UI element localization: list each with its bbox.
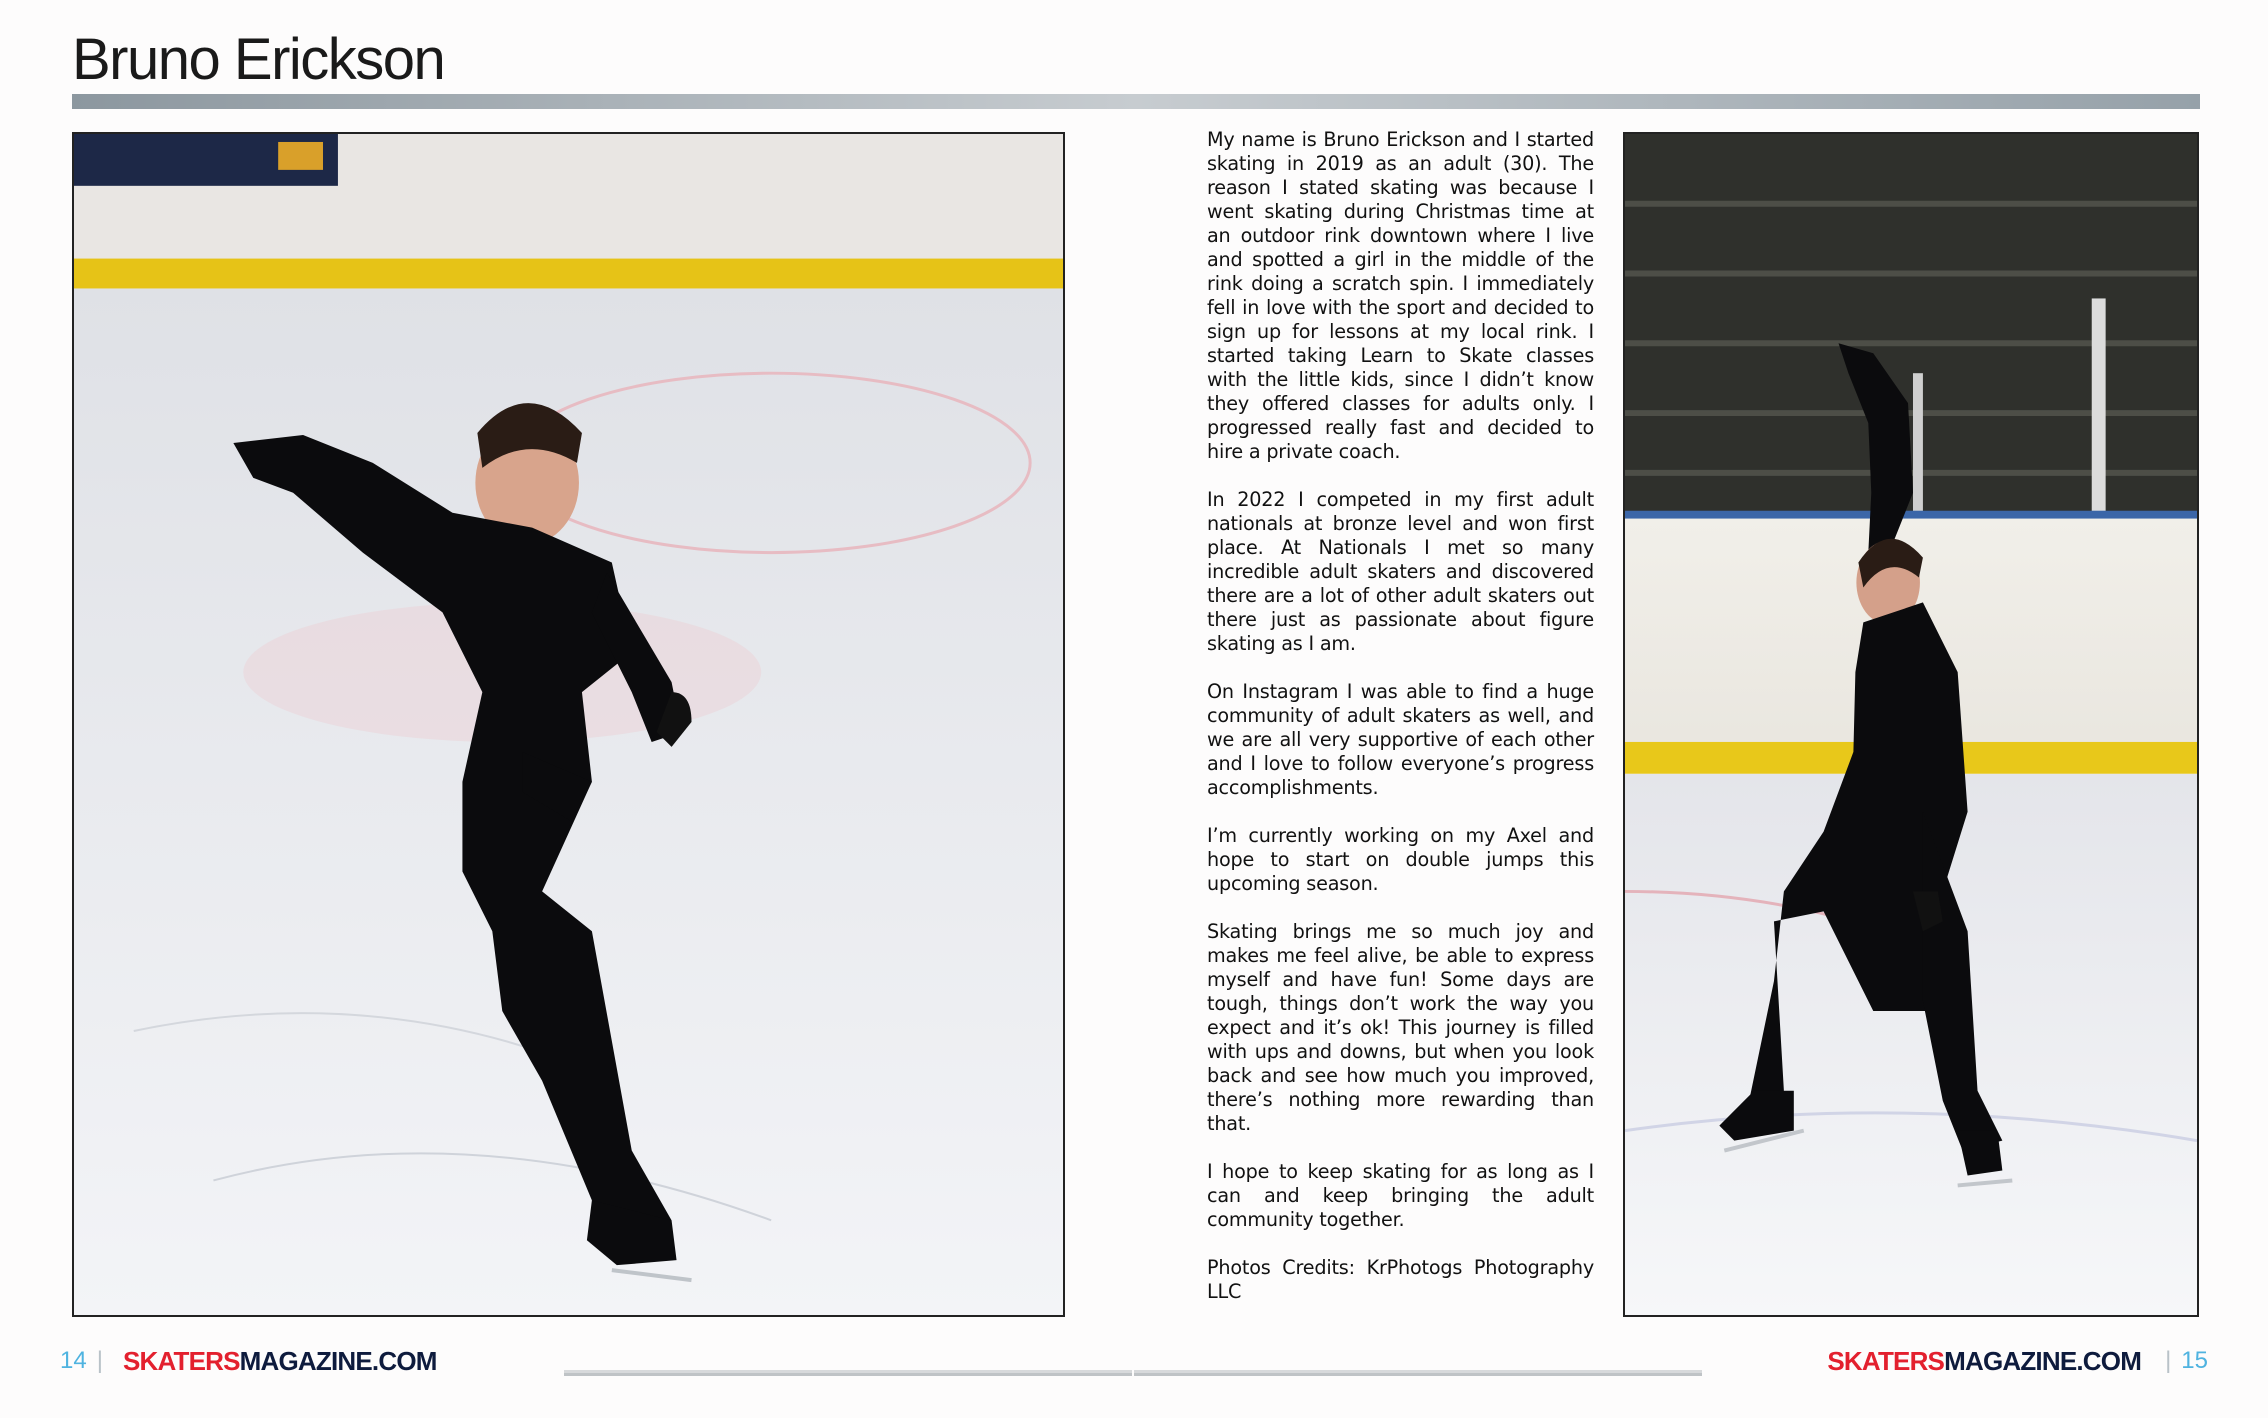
article-body [1207, 128, 1594, 1328]
page-title: Bruno Erickson [72, 27, 445, 92]
brand-word-skaters: SKATERS [122, 1345, 240, 1376]
article-paragraph: Skating brings me so much joy and makes me feel alive, be able to express myself and have fun! Some days are tough, things don’t work the way you expect and it’s ok! This journey is filled with ups and downs, but when you look back and see how much you improved, there’s nothing more rewarding than that. [1207, 920, 1594, 1135]
page-number-right: 15 [2181, 1347, 2208, 1374]
brand-logo-right [1827, 1346, 2141, 1377]
brand-word-skaters: SKATERS [1827, 1345, 1945, 1376]
brand-logo-left [123, 1346, 437, 1377]
article-paragraph: On Instagram I was able to find a huge community of adult skaters as well, and we are all very supportive of each other and I love to follow everyone’s progress accomplishments. [1207, 680, 1594, 799]
article-paragraph: I hope to keep skating for as long as I can and keep bringing the adult community together. [1207, 1160, 1594, 1231]
page-number-left: 14 [60, 1347, 87, 1374]
page-separator-left: | [96, 1347, 103, 1374]
article-paragraph: In 2022 I competed in my first adult nationals at bronze level and won first place. At Nationals I met so many incredible adult skaters and discovered there are a lot of other adult skaters out there just as passionate about figure skating as I am. [1207, 488, 1594, 655]
brand-word-magazine: MAGAZINE.COM [239, 1345, 437, 1376]
photo-credits: Photos Credits: KrPhotogs Photography LLC [1207, 1256, 1594, 1303]
footer-divider-left [564, 1370, 1132, 1376]
skater-photo-right [1623, 132, 2199, 1317]
article-paragraph: I’m currently working on my Axel and hope to start on double jumps this upcoming season. [1207, 824, 1594, 895]
page-separator-right: | [2165, 1347, 2172, 1374]
footer-right [1827, 1346, 2208, 1376]
footer-divider-right [1134, 1370, 1702, 1376]
article-paragraph: My name is Bruno Erickson and I started skating in 2019 as an adult (30). The reason I stated skating was because I went skating during Christmas time at an outdoor rink downtown where I live and spotted a girl in the middle of the rink doing a scratch spin. I immediately fell in love with the sport and decided to sign up for lessons at my local rink. I started taking Learn to Skate classes with the little kids, since I didn’t know they offered classes for adults only. I progressed really fast and decided to hire a private coach. [1207, 128, 1594, 463]
title-divider-bar [72, 94, 2200, 109]
skater-photo-right-image [1625, 134, 2197, 1315]
footer-left [60, 1346, 437, 1376]
skater-photo-left [72, 132, 1065, 1317]
skater-photo-left-image [74, 134, 1063, 1315]
brand-word-magazine: MAGAZINE.COM [1944, 1345, 2142, 1376]
